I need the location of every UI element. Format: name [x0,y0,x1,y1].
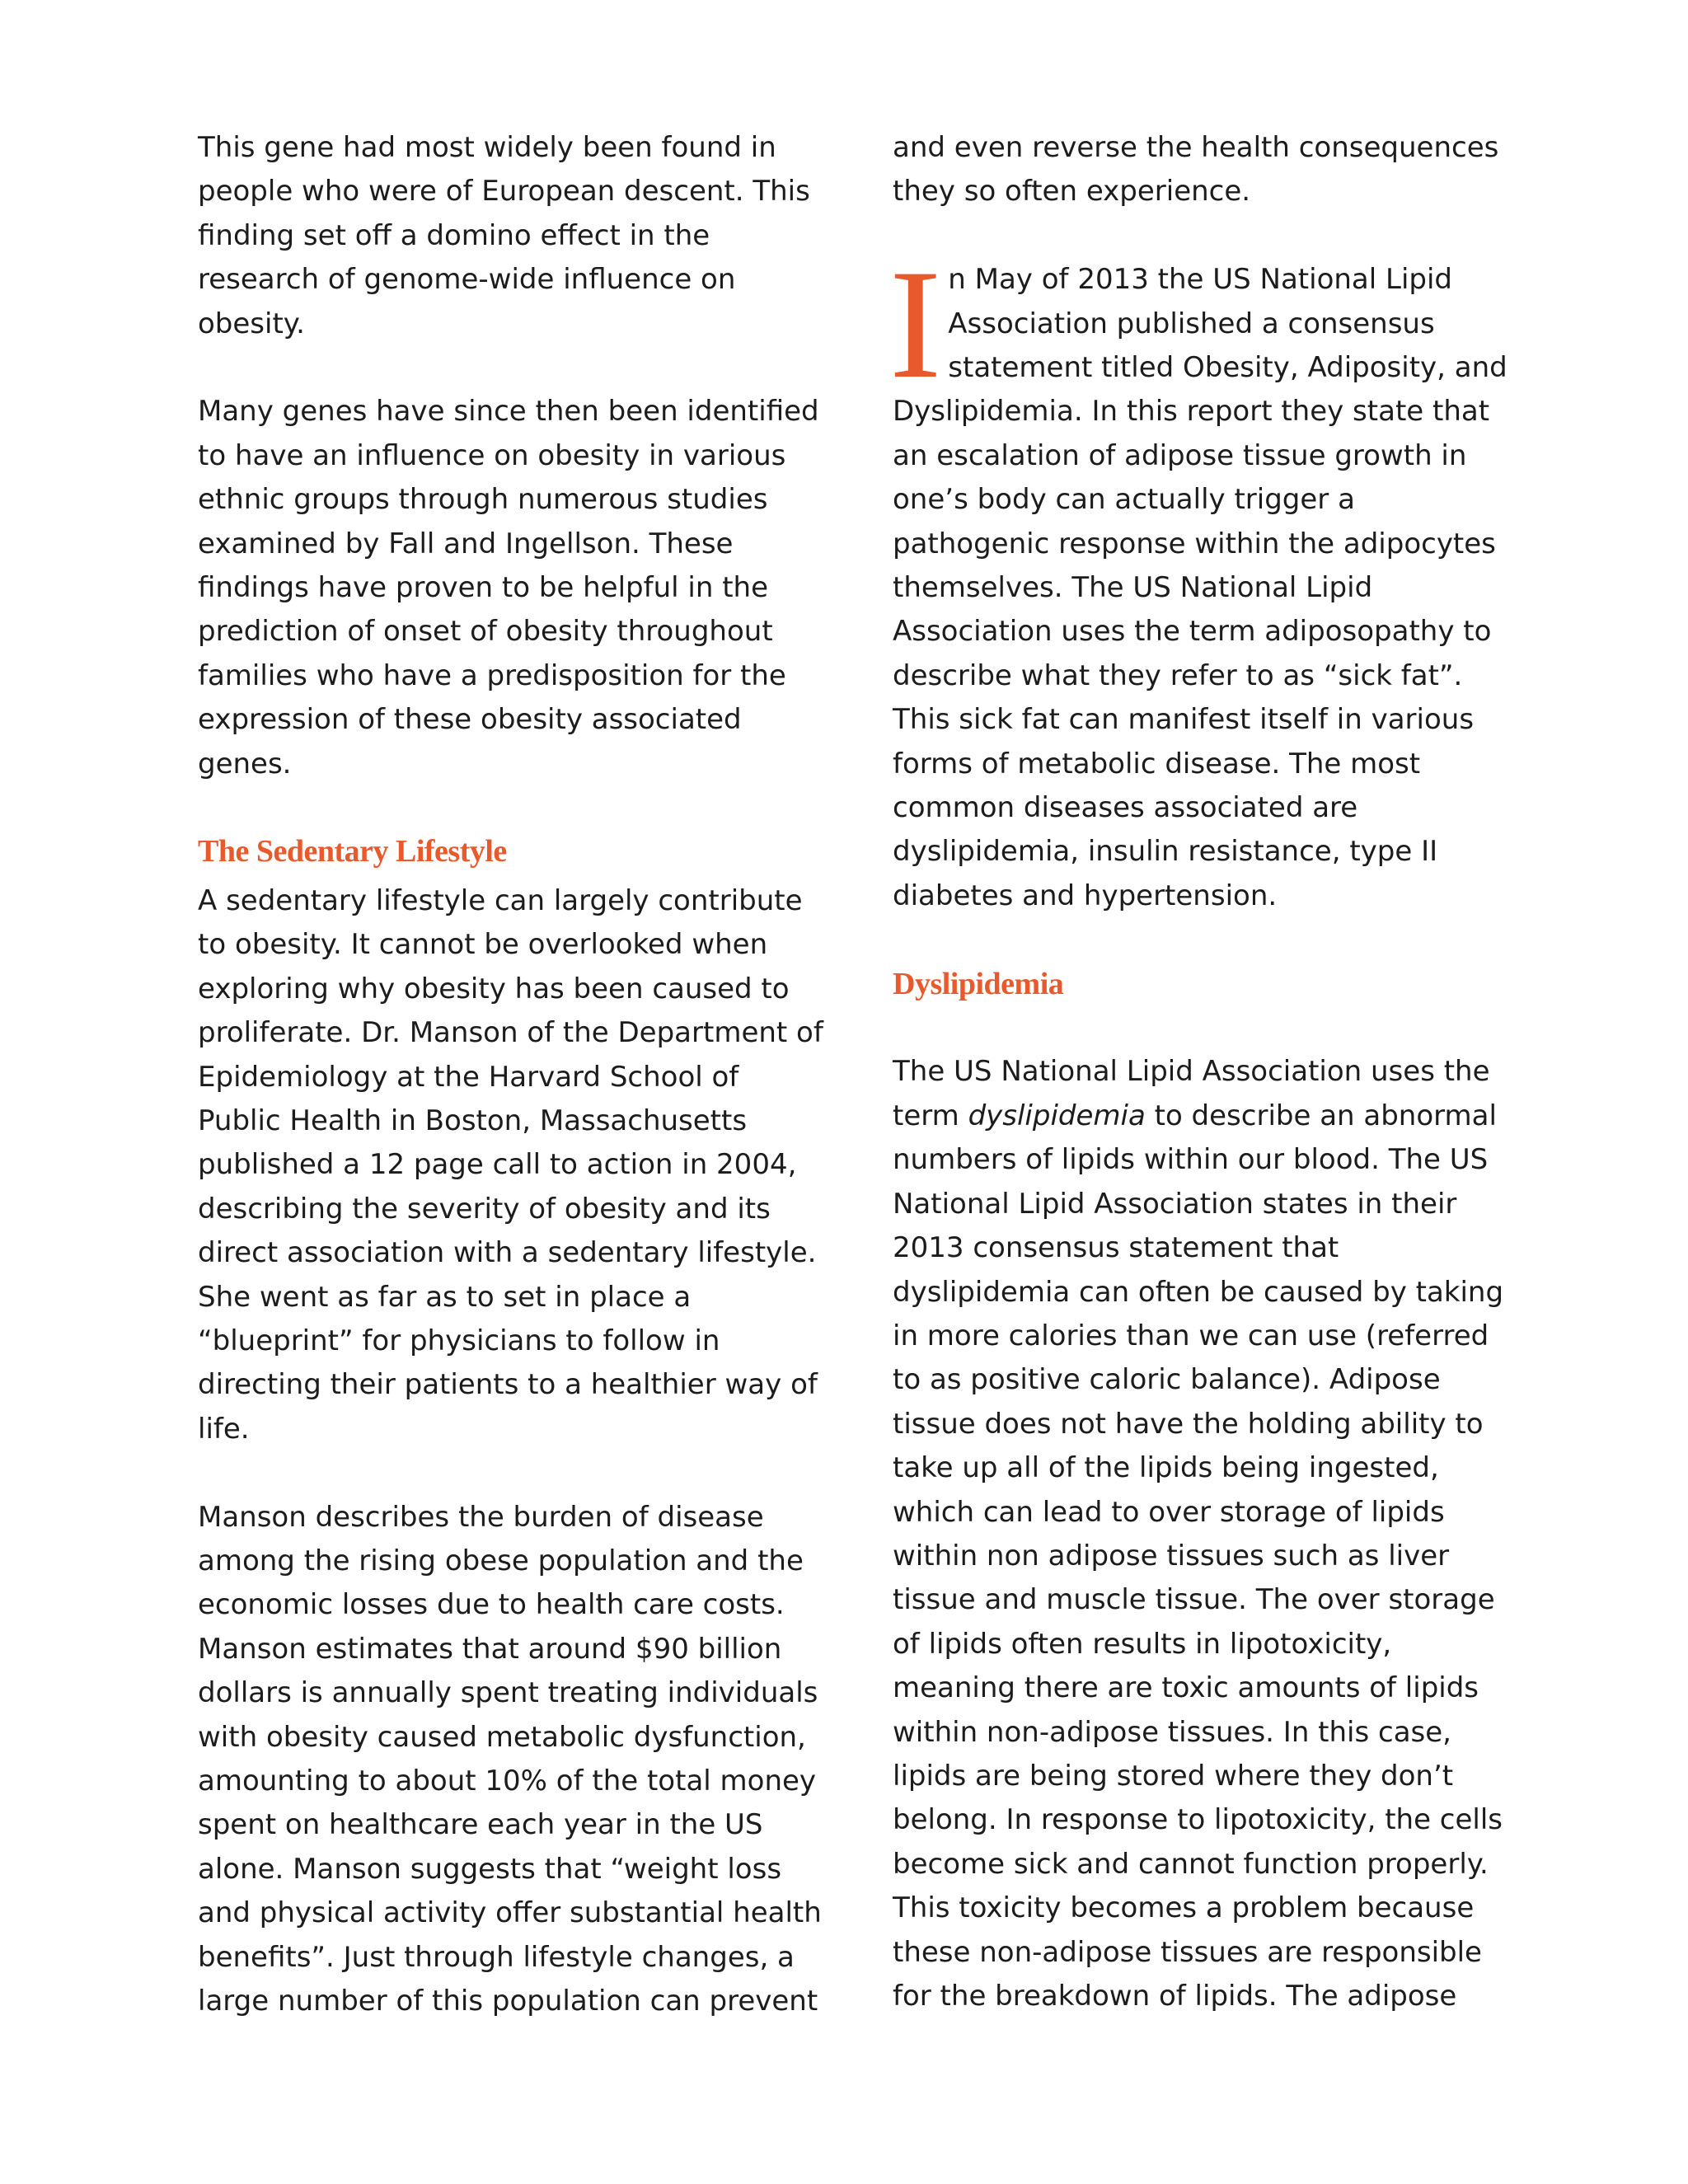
paragraph: Manson describes the burden of disease among the rising obese population and the economic losses due to health care costs. Manson estimates that around $90 billion dollars is annually spent treating individuals with obesity caused metabolic dysfunction, amounting to about 10% of the total money spent on healthcare each year in the US alone. Manson suggests that “weight loss and physical activity offer substantial health benefits”. Just through lifestyle changes, a large number of this population can prevent [198,1500,822,2018]
section-heading-dyslipidemia: Dyslipidemia [893,966,1064,1001]
italic-term: dyslipidemia [968,1099,1146,1132]
paragraph-text: to describe an abnormal numbers of lipids within our blood. The US National Lipid Association states in their 2013 consensus statement that dyslipidemia can often be caused by taking in more calories than we can use (referred to as positive caloric balance). Adipose tissue does not have the holding ability to take up all of the lipids being ingested, which can lead to over storage of lipids within non adipose tissues such as liver tissue and muscle tissue. The over storage of lipids often results in lipotoxicity, meaning there are toxic amounts of lipids within non-adipose tissues. In this case, lipids are being stored where they don’t belong. In response to lipotoxicity, the cells become sick and cannot function properly. This toxicity becomes a problem because these non-adipose tissues are responsible for the breakdown of lipids. The adipose [893,1099,1504,2013]
section-heading-sedentary-lifestyle: The Sedentary Lifestyle [198,834,507,869]
paragraph: A sedentary lifestyle can largely contribute to obesity. It cannot be overlooked when exploring why obesity has been caused to proliferate. Dr. Manson of the Department of Epidemiology at the Harvard School of Public Health in Boston, Massachusetts published a 12 page call to action in 2004, describing the severity of obesity and its direct association with a sedentary lifestyle. She went as far as to set in place a “blueprint” for physicians to follow in directing their patients to a healthier way of life. [198,883,823,1446]
drop-cap: I [889,238,942,412]
paragraph: This gene had most widely been found in people who were of European descent. This finding set off a domino effect in the research of genome-wide influence on obesity. [198,131,810,340]
left-column [198,126,824,2023]
paragraph-text: n May of 2013 the US National Lipid Association published a consensus statement titled Obesity, Adiposity, and Dyslipidemia. In this report they state that an escalation of adipose tissue growth in one’s body can actually trigger a pathogenic response within the adipocytes themselves. The US National Lipid Association uses the term adiposopathy to describe what they refer to as “sick fat”. This sick fat can manifest itself in various forms of metabolic disease. The most common diseases associated are dyslipidemia, insulin resistance, type II diabetes and hypertension. [893,263,1507,912]
paragraph: Many genes have since then been identified to have an influence on obesity in various ethnic groups through numerous studies examined by Fall and Ingellson. These findings have proven to be helpful in the prediction of onset of obesity throughout families who have a predisposition for the expression of these obesity associated genes. [198,395,819,780]
paragraph-with-dropcap [889,238,1519,918]
paragraph-text: The US National Lipid Association uses the term [893,1055,1490,1132]
paragraph: and even reverse the health consequences they so often experience. [893,131,1499,209]
right-column [889,126,1519,2018]
paragraph [893,1050,1519,2018]
